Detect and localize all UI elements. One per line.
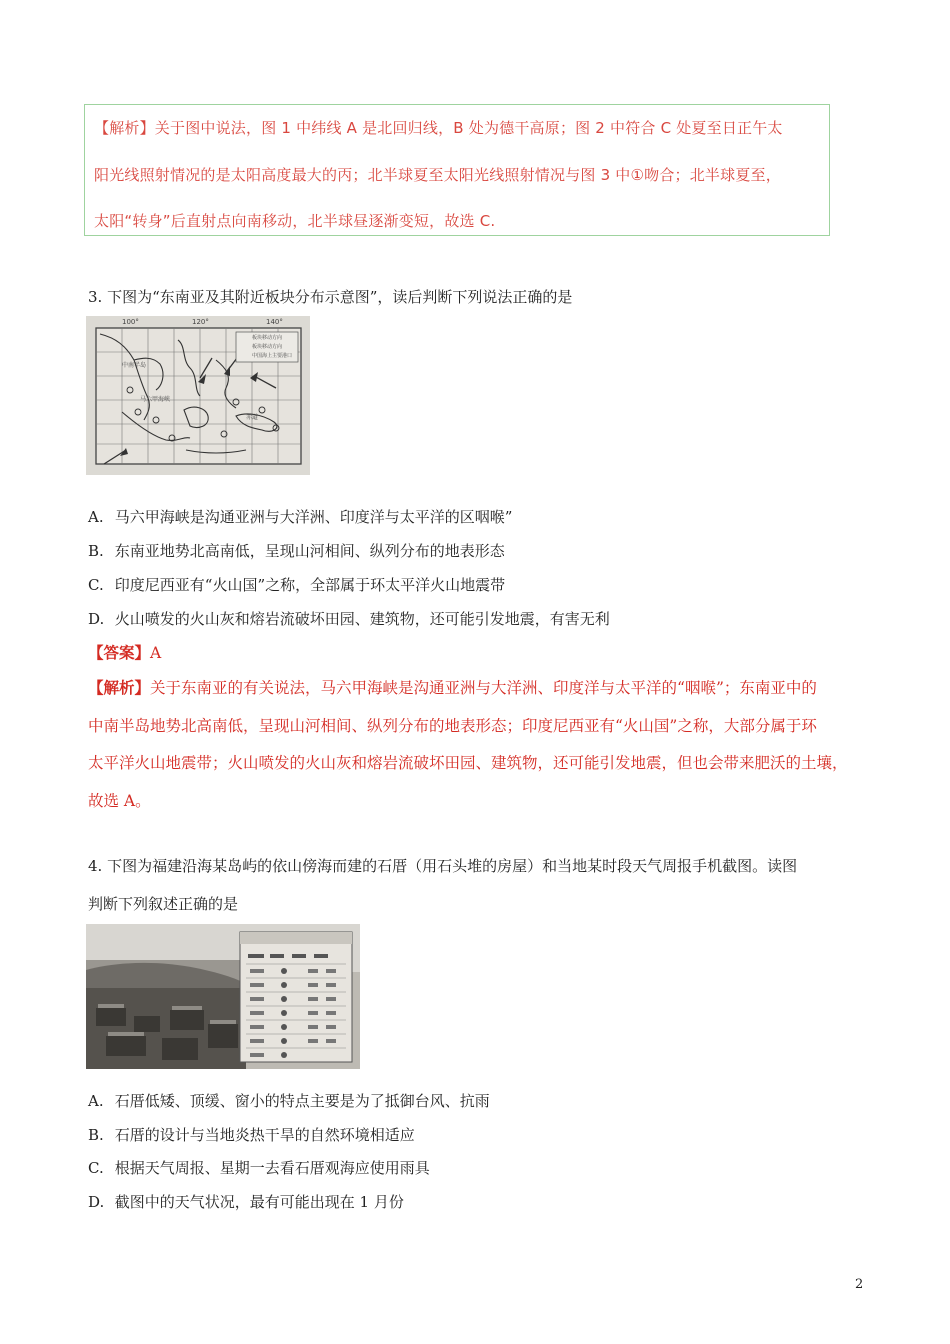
option-letter: A. [88,508,104,526]
q4-option-a [88,1090,490,1111]
photo-drawing [86,924,360,1069]
option-letter: C. [88,576,104,594]
q4-option-b [88,1124,415,1145]
map-legend-1: 板块移动方向 [252,335,283,341]
analysis-box-line-2: 阳光线照射情况的是太阳高度最大的丙；北半球夏至太阳光线照射情况与图 3 中①吻合；北半球夏至， [94,166,781,184]
map-label-indochina: 中南半岛 [122,362,147,369]
option-letter: D. [88,1193,105,1211]
option-letter: A. [88,1092,104,1110]
map-lon-label-120: 120° [192,318,209,326]
option-text: 火山喷发的火山灰和熔岩流破坏田园、建筑物，还可能引发地震，有害无利 [114,610,610,628]
map-lon-label-100: 100° [122,318,139,326]
map-lon-label-140: 140° [266,318,283,326]
option-text: 东南亚地势北高南低，呈现山河相间、纵列分布的地表形态 [114,542,505,560]
q3-analysis-line-1 [88,676,817,698]
question-4-title-line-2: 判断下列叙述正确的是 [88,895,239,913]
page-number: 2 [855,1277,864,1292]
southeast-asia-plate-map [86,316,310,475]
analysis-label: 【解析】 [88,678,151,697]
answer-label: 【答案】 [88,643,151,662]
option-text: 石厝低矮、顶缓、窗小的特点主要是为了抵御台风、抗雨 [114,1092,490,1110]
map-legend-3: 中国海上主要港口 [252,353,293,359]
map-legend-2: 板块移动方向 [252,344,283,350]
option-text: 印度尼西亚有“火山国”之称，全部属于环太平洋火山地震带 [114,576,506,594]
q3-answer [88,641,161,663]
stone-house-and-weather-photo [86,924,360,1069]
option-letter: D. [88,610,105,628]
map-label-equator: 赤道 [246,414,259,421]
option-text: 根据天气周报、星期一去看石厝观海应使用雨具 [114,1159,430,1177]
q4-option-c [88,1157,430,1178]
question-3-title: 3. 下图为“东南亚及其附近板块分布示意图”，读后判断下列说法正确的是 [88,288,573,306]
option-letter: B. [88,1126,104,1144]
analysis-text: 关于东南亚的有关说法，马六甲海峡是沟通亚洲与大洋洲、印度洋与太平洋的“咽喉”；东南亚中的 [150,679,817,697]
q3-option-a [88,506,512,527]
option-letter: C. [88,1159,104,1177]
option-text: 马六甲海峡是沟通亚洲与大洋洲、印度洋与太平洋的区咽喉” [114,508,513,526]
q4-option-d [88,1191,404,1212]
option-letter: B. [88,542,104,560]
answer-value: A [150,644,162,662]
q3-analysis-line-2: 中南半岛地势北高南低，呈现山河相间、纵列分布的地表形态；印度尼西亚有“火山国”之称，大部分属于环 [88,717,817,735]
q3-option-b [88,540,505,561]
option-text: 截图中的天气状况，最有可能出现在 1 月份 [114,1193,404,1211]
question-4-title-line-1: 4. 下图为福建沿海某岛屿的依山傍海而建的石厝（用石头堆的房屋）和当地某时段天气周报手机截图。读图 [88,857,798,875]
analysis-box-line-3: 太阳“转身”后直射点向南移动，北半球昼逐渐变短，故选 C. [94,212,496,230]
analysis-box-line-1: 【解析】关于图中说法，图 1 中纬线 A 是北回归线，B 处为德干高原；图 2 中符合 C 处夏至日正午太 [94,119,783,137]
q3-option-c [88,574,505,595]
q3-analysis-line-4: 故选 A。 [88,792,151,810]
option-text: 石厝的设计与当地炎热干旱的自然环境相适应 [114,1126,415,1144]
q3-analysis-line-3: 太平洋火山地震带；火山喷发的火山灰和熔岩流破坏田园、建筑物，还可能引发地震，但也会带来肥沃的土壤， [88,754,848,772]
q3-option-d [88,608,610,629]
map-label-malacca: 马六甲海峡 [140,396,171,403]
